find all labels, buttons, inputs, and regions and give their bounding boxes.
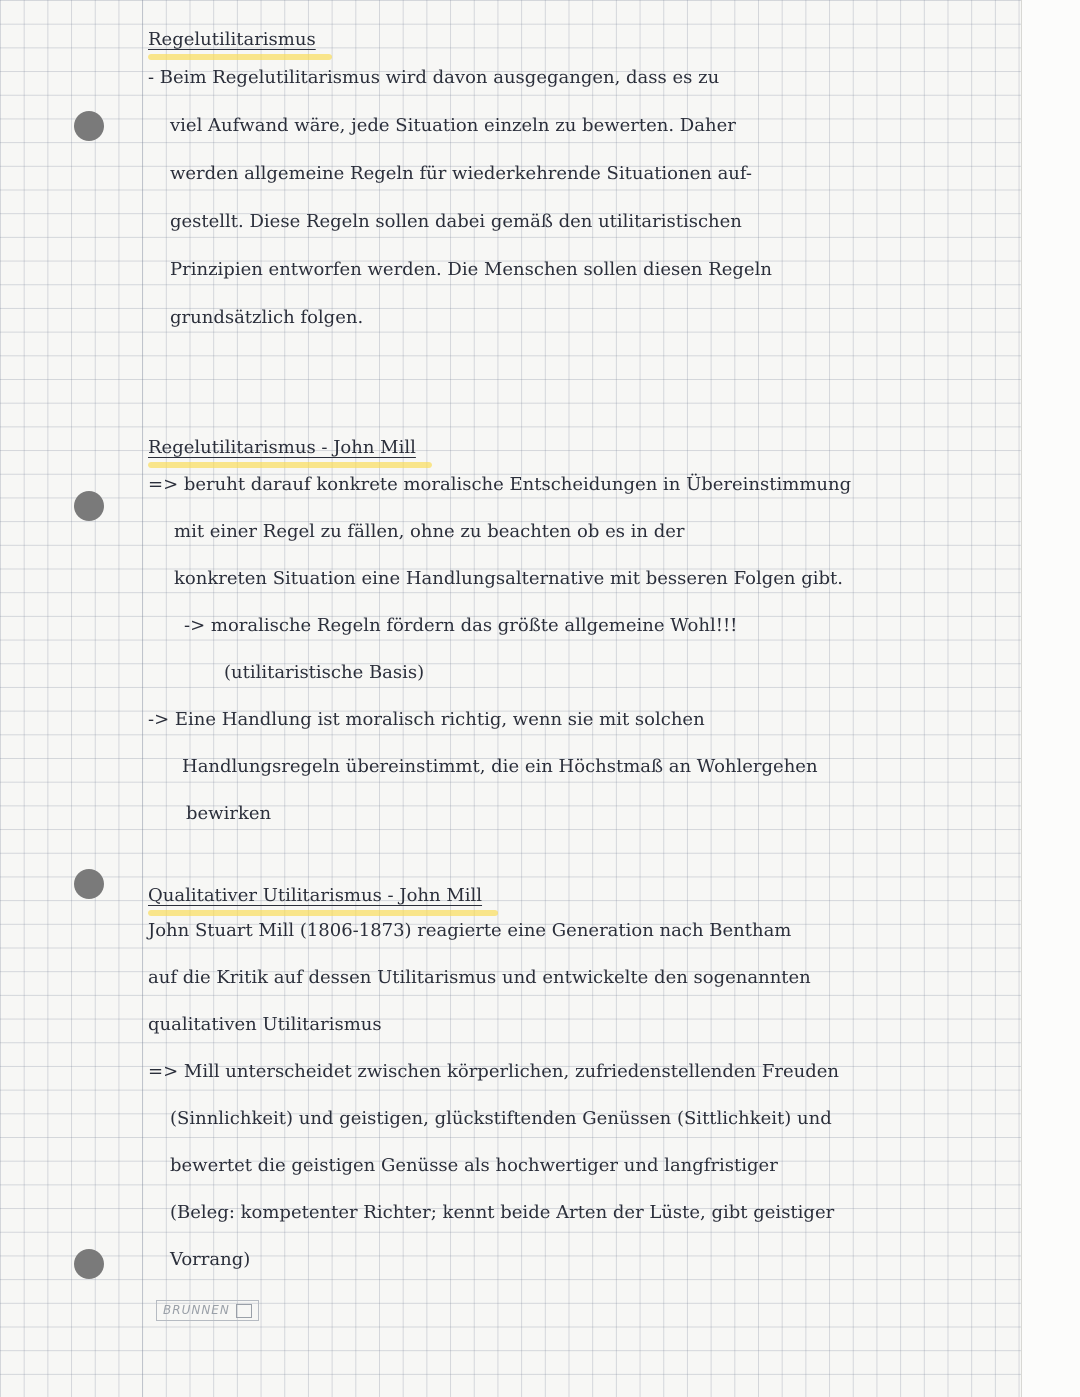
text-line: grundsätzlich folgen.: [170, 307, 364, 328]
text-line: => beruht darauf konkrete moralische Entscheidungen in Übereinstimmung: [148, 474, 852, 495]
text-line: konkreten Situation eine Handlungsalternative mit besseren Folgen gibt.: [174, 568, 843, 589]
text-line: Prinzipien entworfen werden. Die Menschen sollen diesen Regeln: [170, 259, 772, 280]
text-line: (Beleg: kompetenter Richter; kennt beide Arten der Lüste, gibt geistiger: [170, 1202, 835, 1223]
brand-logo: BRUNNEN: [156, 1300, 259, 1321]
margin-line: [142, 0, 143, 1397]
text-line: bewirken: [186, 803, 272, 824]
section-body: [148, 900, 888, 1276]
section-body: [148, 454, 888, 830]
brand-mark-icon: [236, 1304, 252, 1318]
section-heading: Regelutilitarismus - John Mill: [148, 436, 422, 464]
text-line: Vorrang): [170, 1249, 251, 1270]
paper-edge: [1021, 0, 1080, 1397]
punch-hole: [74, 869, 104, 899]
punch-hole: [74, 111, 104, 141]
text-line: => Mill unterscheidet zwischen körperlichen, zufriedenstellenden Freuden: [148, 1061, 839, 1082]
text-line: mit einer Regel zu fällen, ohne zu beachten ob es in der: [174, 521, 685, 542]
section-body: [148, 46, 888, 334]
section-regelutilitarismus: [148, 28, 888, 334]
text-line: (Sinnlichkeit) und geistigen, glückstiftenden Genüssen (Sittlichkeit) und: [170, 1108, 832, 1129]
section-heading: Qualitativer Utilitarismus - John Mill: [148, 884, 488, 912]
section-heading: Regelutilitarismus: [148, 28, 322, 56]
text-line: -> moralische Regeln fördern das größte allgemeine Wohl!!!: [184, 615, 738, 636]
text-line: viel Aufwand wäre, jede Situation einzeln zu bewerten. Daher: [170, 115, 736, 136]
text-line: Handlungsregeln übereinstimmt, die ein Höchstmaß an Wohlergehen: [182, 756, 818, 777]
punch-hole: [74, 1249, 104, 1279]
text-line: - Beim Regelutilitarismus wird davon ausgegangen, dass es zu: [148, 67, 720, 88]
text-line: -> Eine Handlung ist moralisch richtig, wenn sie mit solchen: [148, 709, 705, 730]
text-line: auf die Kritik auf dessen Utilitarismus und entwickelte den sogenannten: [148, 967, 811, 988]
section-regelutilitarismus-mill: [148, 436, 888, 830]
text-line: (utilitaristische Basis): [224, 662, 425, 683]
punch-hole: [74, 491, 104, 521]
text-line: qualitativen Utilitarismus: [148, 1014, 382, 1035]
text-line: werden allgemeine Regeln für wiederkehrende Situationen auf-: [170, 163, 753, 184]
text-line: bewertet die geistigen Genüsse als hochwertiger und langfristiger: [170, 1155, 778, 1176]
section-qualitativer-utilitarismus: [148, 884, 888, 1276]
text-line: gestellt. Diese Regeln sollen dabei gemäß den utilitaristischen: [170, 211, 742, 232]
text-line: John Stuart Mill (1806-1873) reagierte eine Generation nach Bentham: [148, 920, 792, 941]
